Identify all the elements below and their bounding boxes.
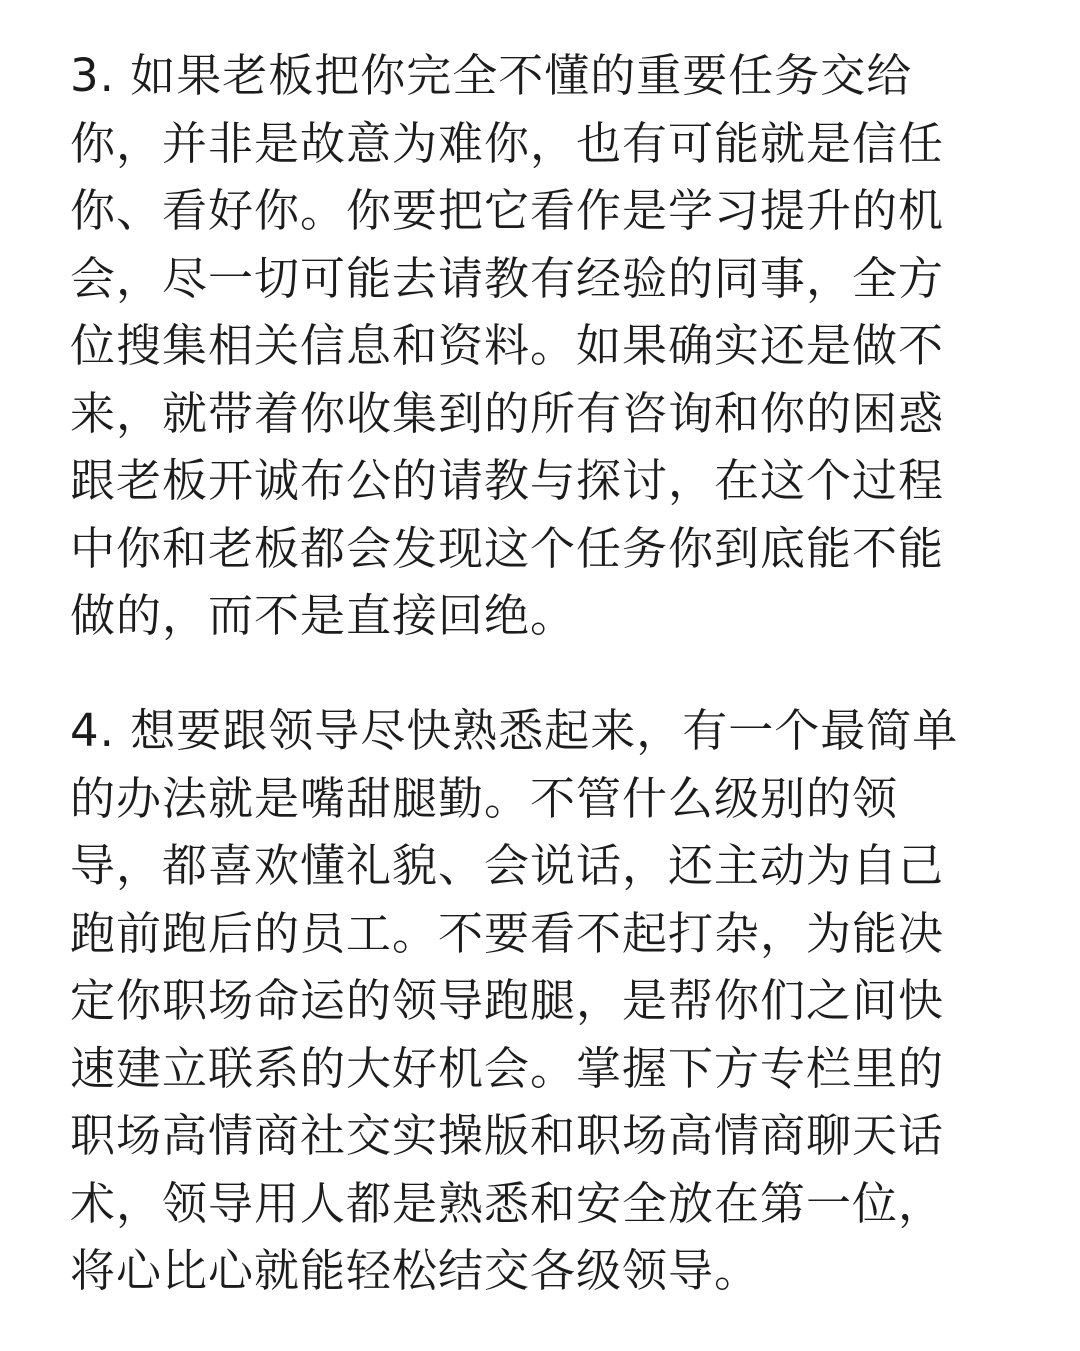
text-line: 导，都喜欢懂礼貌、会说话，还主动为自己 bbox=[70, 839, 945, 892]
text-line: 你，并非是故意为难你，也有可能就是信任 bbox=[70, 116, 945, 170]
text-line: 将心比心就能轻松结交各级领导。 bbox=[70, 1244, 761, 1297]
text-line: 的办法就是嘴甜腿勤。不管什么级别的领 bbox=[70, 771, 899, 825]
text-line: 跑前跑后的员工。不要看不起打杂，为能决 bbox=[70, 906, 945, 960]
text-line: 3. 如果老板把你完全不懂的重要任务交给 bbox=[70, 49, 913, 102]
text-line: 你、看好你。你要把它看作是学习提升的机 bbox=[70, 184, 945, 237]
text-line: 速建立联系的大好机会。掌握下方专栏里的 bbox=[70, 1041, 945, 1095]
text-line: 职场高情商社交实操版和职场高情商聊天话 bbox=[70, 1109, 945, 1162]
text-line: 位搜集相关信息和资料。如果确实还是做不 bbox=[70, 319, 945, 372]
text-line: 定你职场命运的领导跑腿，是帮你们之间快 bbox=[70, 974, 945, 1027]
text-line: 会，尽一切可能去请教有经验的同事，全方 bbox=[70, 251, 945, 305]
text-line: 中你和老板都会发现这个任务你到底能不能 bbox=[70, 521, 945, 575]
text-line: 4. 想要跟领导尽快熟悉起来，有一个最简单 bbox=[70, 704, 959, 757]
text-line: 跟老板开诚布公的请教与探讨，在这个过程 bbox=[70, 454, 945, 507]
text-line: 做的，而不是直接回绝。 bbox=[70, 589, 577, 642]
text-line: 术，领导用人都是熟悉和安全放在第一位， bbox=[70, 1176, 945, 1230]
paragraph-3 bbox=[70, 42, 1030, 650]
paragraph-4 bbox=[70, 697, 1030, 1305]
text-line: 来，就带着你收集到的所有咨询和你的困惑 bbox=[70, 386, 945, 440]
